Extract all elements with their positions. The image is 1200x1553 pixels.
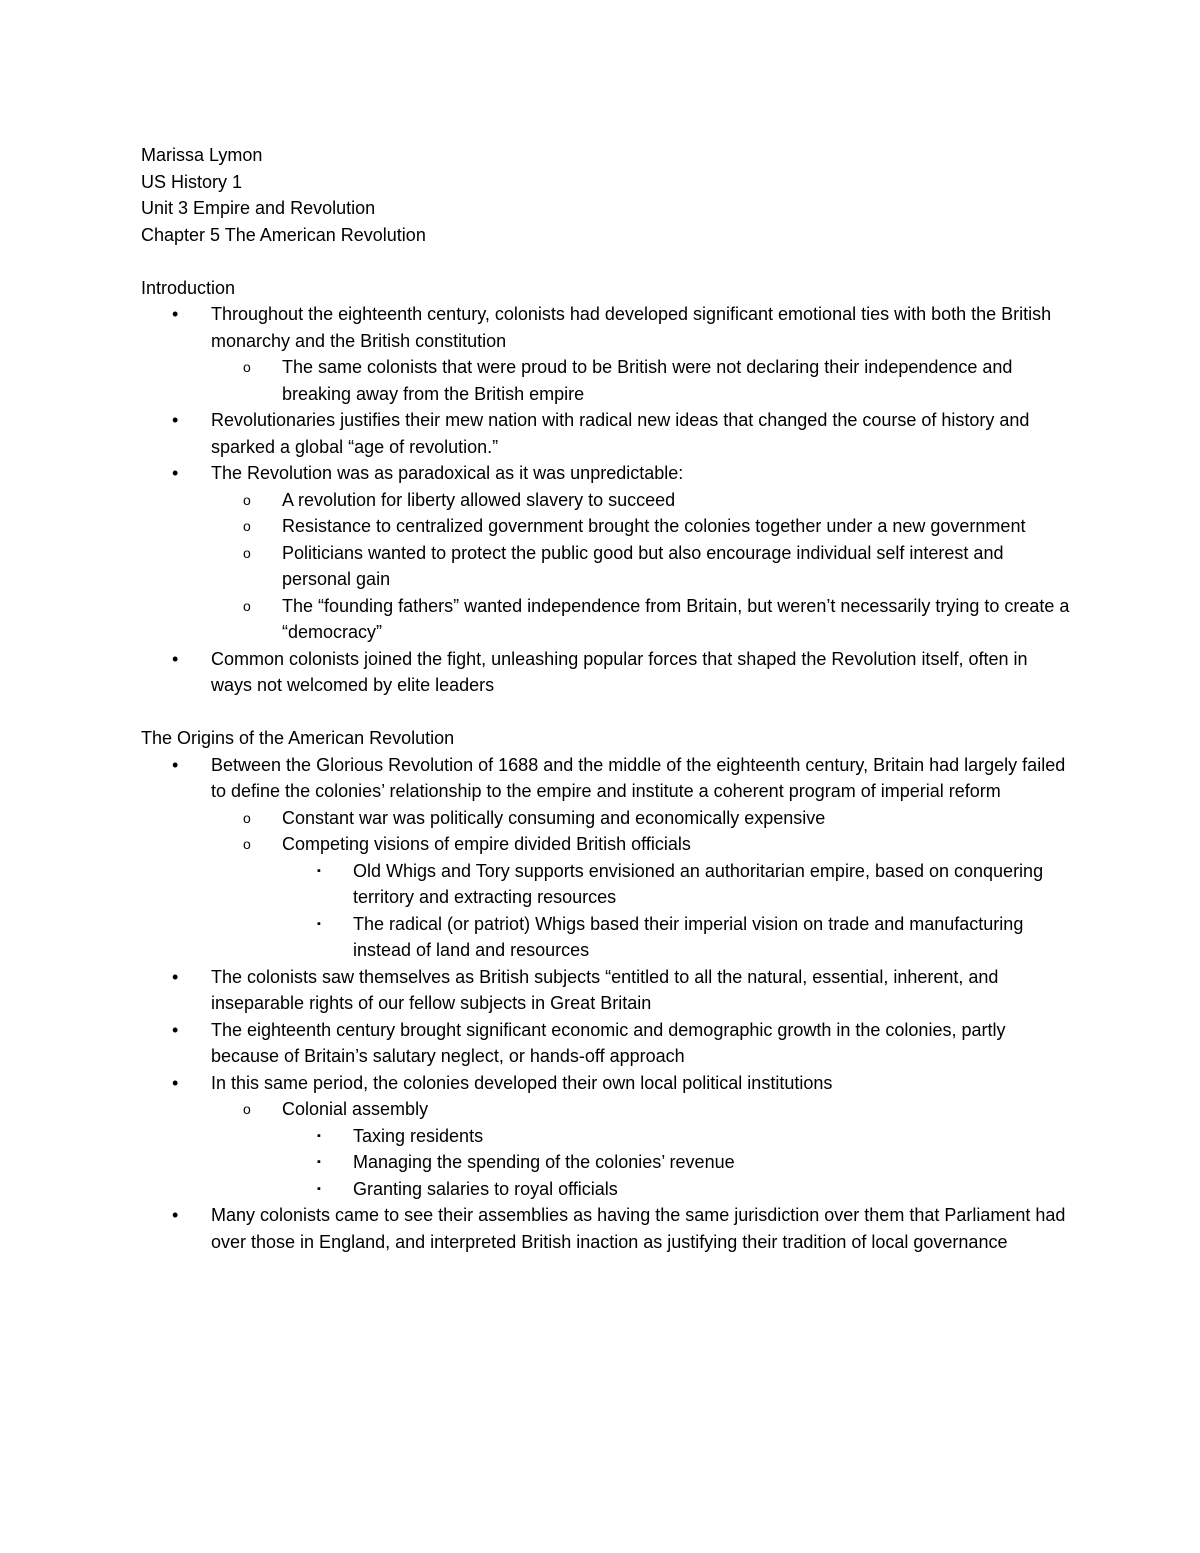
list-item — [211, 1096, 1070, 1202]
notes-section — [141, 275, 1070, 699]
list-item-text: A revolution for liberty allowed slavery to succeed — [282, 489, 676, 510]
list-item — [211, 831, 1070, 964]
list-item-text: Granting salaries to royal officials — [353, 1178, 618, 1199]
bullet-marker: • — [172, 966, 179, 987]
list-item-text: Old Whigs and Tory supports envisioned an authoritarian empire, based on conquering territory and extracting resources — [353, 860, 1044, 907]
bullet-marker: • — [172, 463, 179, 483]
bullet-marker: ▪ — [317, 1182, 321, 1195]
list-item — [282, 911, 1070, 964]
list-item-text: Constant war was politically consuming and economically expensive — [282, 807, 826, 828]
bullet-marker: o — [243, 544, 251, 561]
list-item-text: The same colonists that were proud to be British were not declaring their independence and breaking away from the British empire — [282, 357, 1013, 404]
unit-title: Unit 3 Empire and Revolution — [141, 198, 376, 218]
bullet-list-level-2 — [211, 1096, 1070, 1202]
list-item-text: Many colonists came to see their assemblies as having the same jurisdiction over them that Parliament had over those in England, and interpreted British inaction as justifying their tradition of local governance — [211, 1205, 1066, 1252]
bullet-marker: o — [243, 836, 251, 852]
list-item-text: Taxing residents — [353, 1125, 484, 1146]
list-item-text: Resistance to centralized government brought the colonies together under a new government — [282, 516, 1026, 536]
list-item — [141, 964, 1070, 1017]
bullet-marker: • — [172, 1019, 179, 1040]
list-item-text: Common colonists joined the fight, unleashing popular forces that shaped the Revolution itself, often in ways not welcomed by elite leaders — [211, 648, 1028, 695]
list-item-text: The radical (or patriot) Whigs based their imperial vision on trade and manufacturing instead of land and resources — [353, 913, 1024, 960]
bullet-marker: • — [172, 1205, 179, 1225]
list-item-text: The eighteenth century brought significant economic and demographic growth in the colonies, partly because of Britain’s salutary neglect, or hands-off approach — [211, 1019, 1006, 1066]
bullet-marker: o — [243, 518, 251, 534]
list-item-text: The Revolution was as paradoxical as it was unpredictable: — [211, 463, 684, 483]
list-item — [211, 487, 1070, 514]
notes-body — [141, 275, 1070, 1256]
list-item-text: Colonial assembly — [282, 1099, 429, 1119]
list-item — [211, 354, 1070, 407]
list-item-text: The colonists saw themselves as British subjects “entitled to all the natural, essential, inherent, and inseparable rights of our fellow subjects in Great Britain — [211, 966, 999, 1013]
list-item — [141, 1202, 1070, 1255]
section-heading: Introduction — [141, 277, 236, 298]
bullet-marker: • — [172, 304, 179, 324]
list-item-text: Revolutionaries justifies their mew nation with radical new ideas that changed the course of history and sparked a global “age of revolution.” — [211, 410, 1030, 457]
bullet-list-level-2 — [211, 805, 1070, 964]
bullet-list-level-3 — [282, 1123, 1070, 1203]
bullet-marker: • — [172, 648, 179, 669]
list-item — [211, 513, 1070, 540]
list-item — [141, 646, 1070, 699]
author-name: Marissa Lymon — [141, 145, 263, 165]
list-item-text: The “founding fathers” wanted independence from Britain, but weren’t necessarily trying to create a “democracy” — [282, 595, 1070, 642]
spacer — [141, 699, 1070, 726]
list-item-text: Throughout the eighteenth century, colonists had developed significant emotional ties with both the British monarchy and the British constitution — [211, 304, 1052, 351]
bullet-marker: ▪ — [317, 917, 321, 930]
bullet-marker: o — [243, 809, 251, 826]
bullet-marker: ▪ — [317, 864, 321, 877]
chapter-title: Chapter 5 The American Revolution — [141, 224, 426, 245]
list-item-text: Politicians wanted to protect the public good but also encourage individual self interest and personal gain — [282, 542, 1004, 589]
bullet-list-level-1 — [141, 301, 1070, 699]
bullet-marker: o — [243, 491, 251, 508]
list-item — [282, 858, 1070, 911]
list-item — [141, 407, 1070, 460]
list-item — [211, 593, 1070, 646]
bullet-marker: • — [172, 410, 179, 430]
list-item — [282, 1149, 1070, 1176]
list-item — [141, 1017, 1070, 1070]
course-name: US History 1 — [141, 171, 243, 192]
list-item — [141, 301, 1070, 407]
list-item — [141, 1070, 1070, 1203]
notes-section — [141, 725, 1070, 1255]
list-item — [282, 1176, 1070, 1203]
list-item — [141, 460, 1070, 646]
bullet-marker: • — [172, 1072, 179, 1093]
bullet-marker: o — [243, 597, 251, 614]
bullet-marker: o — [243, 359, 251, 375]
list-item-text: Between the Glorious Revolution of 1688 and the middle of the eighteenth century, Britain had largely failed to define the colonies’ relationship to the empire and institute a coherent program of imperial reform — [211, 754, 1066, 801]
bullet-marker: • — [172, 754, 179, 775]
list-item — [282, 1123, 1070, 1150]
list-item-text: Managing the spending of the colonies’ revenue — [353, 1152, 735, 1172]
list-item-text: In this same period, the colonies developed their own local political institutions — [211, 1072, 833, 1093]
bullet-list-level-2 — [211, 487, 1070, 646]
list-item — [141, 752, 1070, 964]
bullet-list-level-3 — [282, 858, 1070, 964]
list-item-text: Competing visions of empire divided British officials — [282, 834, 691, 854]
bullet-marker: ▪ — [317, 1129, 321, 1142]
list-item — [211, 540, 1070, 593]
document-header — [141, 142, 1070, 248]
bullet-list-level-2 — [211, 354, 1070, 407]
bullet-list-level-1 — [141, 752, 1070, 1256]
section-heading: The Origins of the American Revolution — [141, 728, 455, 748]
bullet-marker: ▪ — [317, 1156, 321, 1168]
spacer — [141, 248, 1070, 275]
list-item — [211, 805, 1070, 832]
bullet-marker: o — [243, 1101, 251, 1117]
